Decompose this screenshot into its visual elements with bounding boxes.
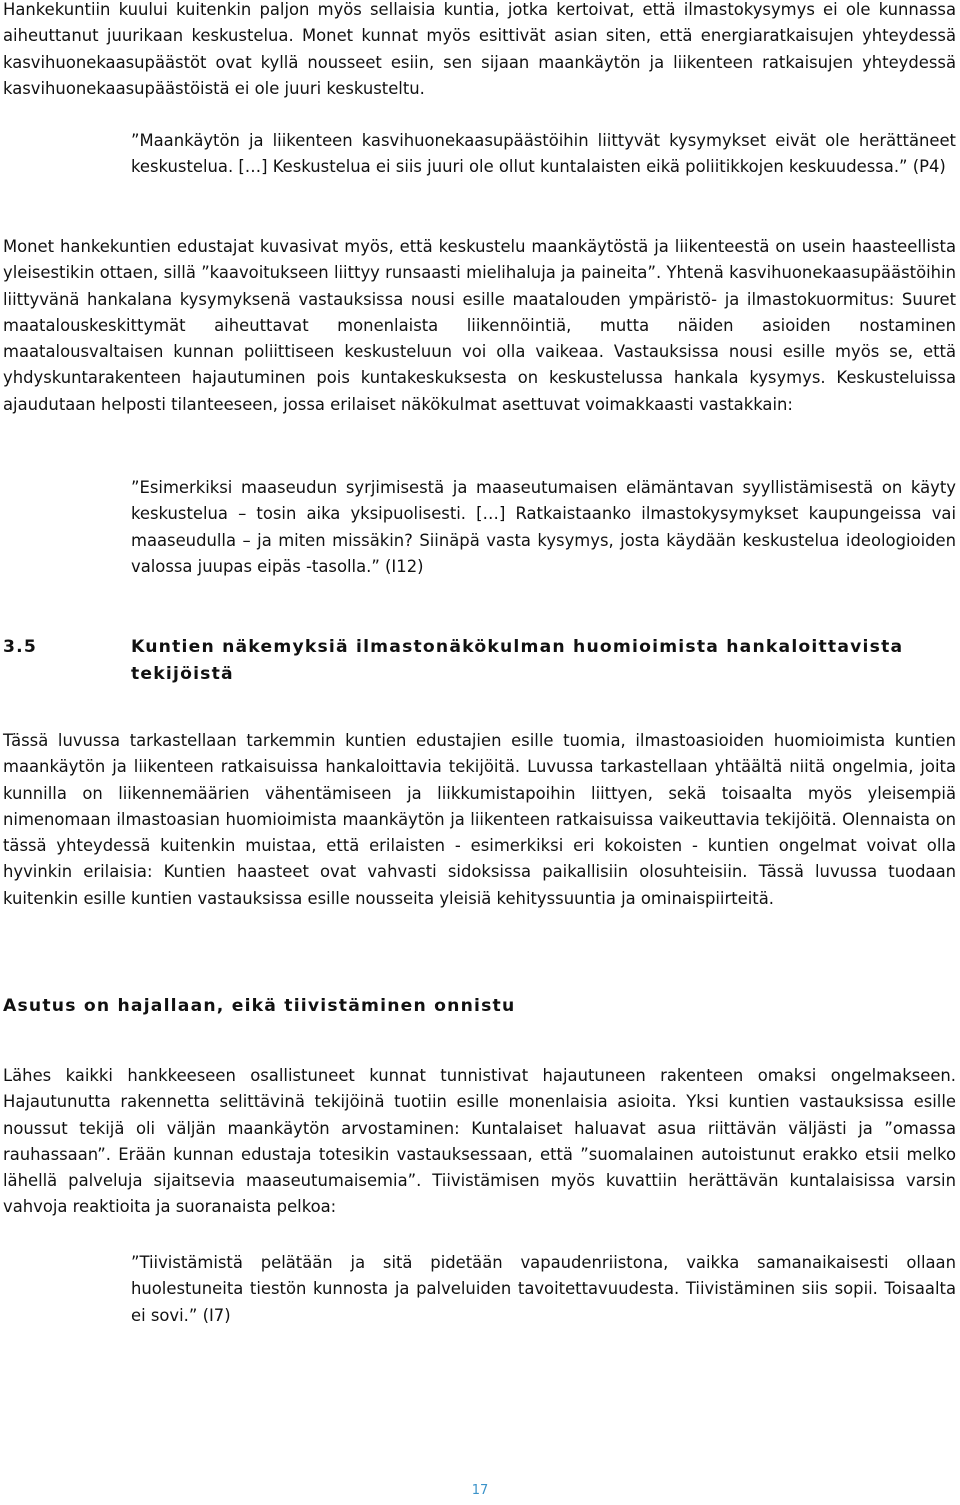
- subsection-title: Asutus on hajallaan, eikä tiivistäminen onnistu: [3, 996, 516, 1016]
- interview-quote-i7: ”Tiivistämistä pelätään ja sitä pidetään vapaudenriistona, vaikka samanaikaisesti ollaan huolestuneita tiestön kunnosta ja palveluiden tavoitettavuudesta. Tiivistäminen siis sopii. Toisaalta ei sovi.” (I7): [131, 1253, 956, 1325]
- page-number: 17: [471, 1483, 489, 1498]
- body-paragraph-section-intro: Tässä luvussa tarkastellaan tarkemmin kuntien edustajien esille tuomia, ilmastoasioiden huomioimista kuntien maankäytön ja liikenteen ratkaisuissa hankaloittavia tekijöitä. Luvussa tarkastellaan yhtäältä niitä ongelmia, joita kunnilla on liikennemäärien vähentämiseen ja liikkumistapoihin liittyen, sekä toisaalta myös yleisempiä nimenomaan ilmastoasian huomioimista maankäytön ja liikenteen ratkaisuissa vaikeuttavia tekijöitä. Olennaista on tässä yhteydessä kuitenkin muistaa, että erilaisten - esimerkiksi eri kokoisten - kuntien ongelmat voivat olla hyvinkin erilaisia: Kuntien haasteet ovat vahvasti sidoksissa paikallisiin olosuhteisiin. Tässä luvussa tuodaan kuitenkin esille kuntien vastauksissa esille nousseita yleisiä kehityssuuntia ja ominaispiirteitä.: [3, 731, 956, 908]
- body-paragraph-discussion: Monet hankekuntien edustajat kuvasivat myös, että keskustelu maankäytöstä ja liikenteestä on usein haasteellista yleisestikin ottaen, sillä ”kaavoitukseen liittyy runsaasti mielihaluja ja paineita”. Yhtenä kasvihuonekaasupäästöihin liittyvänä hankalana kysymyksenä vastauksissa nousi esille maatalouden ympäristö- ja ilmastokuormitus: Suuret maatalouskeskittymät aiheuttavat monenlaista liikennöintiä, mutta näiden asioiden nostaminen maatalousvaltaisen kunnan poliittiseen keskusteluun voi olla vaikeaa. Vastauksissa nousi esille myös se, että yhdyskuntarakenteen hajautuminen pois kuntakeskuksesta on keskustelussa hankala kysymys. Keskusteluissa ajaudutaan helposti tilanteeseen, jossa erilaiset näkökulmat asettuvat voimakkaasti vastakkain:: [3, 237, 956, 414]
- body-paragraph-sprawl: Lähes kaikki hankkeeseen osallistuneet kunnat tunnistivat hajautuneen rakenteen omaksi ongelmakseen. Hajautunutta rakennetta selittävinä tekijöinä tuotiin esille monenlaisia asioita. Yksi kuntien vastauksissa esille noussut tekijä oli väljän maankäytön arvostaminen: Kuntalaiset haluavat asua riittävän väljästi ja ”omassa rauhassaan”. Erään kunnan edustaja totesikin vastauksessaan, että ”suomalainen autoistunut erakko etsii melko lähellä palveluja sijaitsevia maaseutumaisemia”. Tiivistämisen myös kuvattiin herättävän kuntalaisissa varsin vahvoja reaktioita ja suoranaista pelkoa:: [3, 1066, 956, 1217]
- interview-quote-i12: ”Esimerkiksi maaseudun syrjimisestä ja maaseutumaisen elämäntavan syyllistämisestä on käyty keskustelua – tosin aika yksipuolisesti. […] Ratkaistaanko ilmastokysymykset kaupungeissa vai maaseudulla – ja miten missäkin? Siinäpä vasta kysymys, josta käydään keskustelua ideologioiden valossa juupas eipäs -tasolla.” (I12): [131, 478, 956, 576]
- body-paragraph-intro: Hankekuntiin kuului kuitenkin paljon myös sellaisia kuntia, jotka kertoivat, että ilmastokysymys ei ole kunnassa aiheuttanut juurikaan keskustelua. Monet kunnat myös esittivät asian siten, että energiaratkaisujen yhteydessä kasvihuonekaasupäästöt ovat kyllä nousseet esiin, sen sijaan maankäytön ja liikenteen ratkaisujen yhteydessä kasvihuonekaasupäästöistä ei ole juuri keskusteltu.: [3, 0, 956, 98]
- section-number: 3.5: [3, 637, 38, 657]
- section-title: Kuntien näkemyksiä ilmastonäkökulman huomioimista hankaloittavista tekijöistä: [131, 637, 904, 684]
- interview-quote-p4: ”Maankäytön ja liikenteen kasvihuonekaasupäästöihin liittyvät kysymykset eivät ole herättäneet keskustelua. […] Keskustelua ei siis juuri ole ollut kuntalaisten eikä poliitikkojen keskuudessa.” (P4): [131, 131, 956, 177]
